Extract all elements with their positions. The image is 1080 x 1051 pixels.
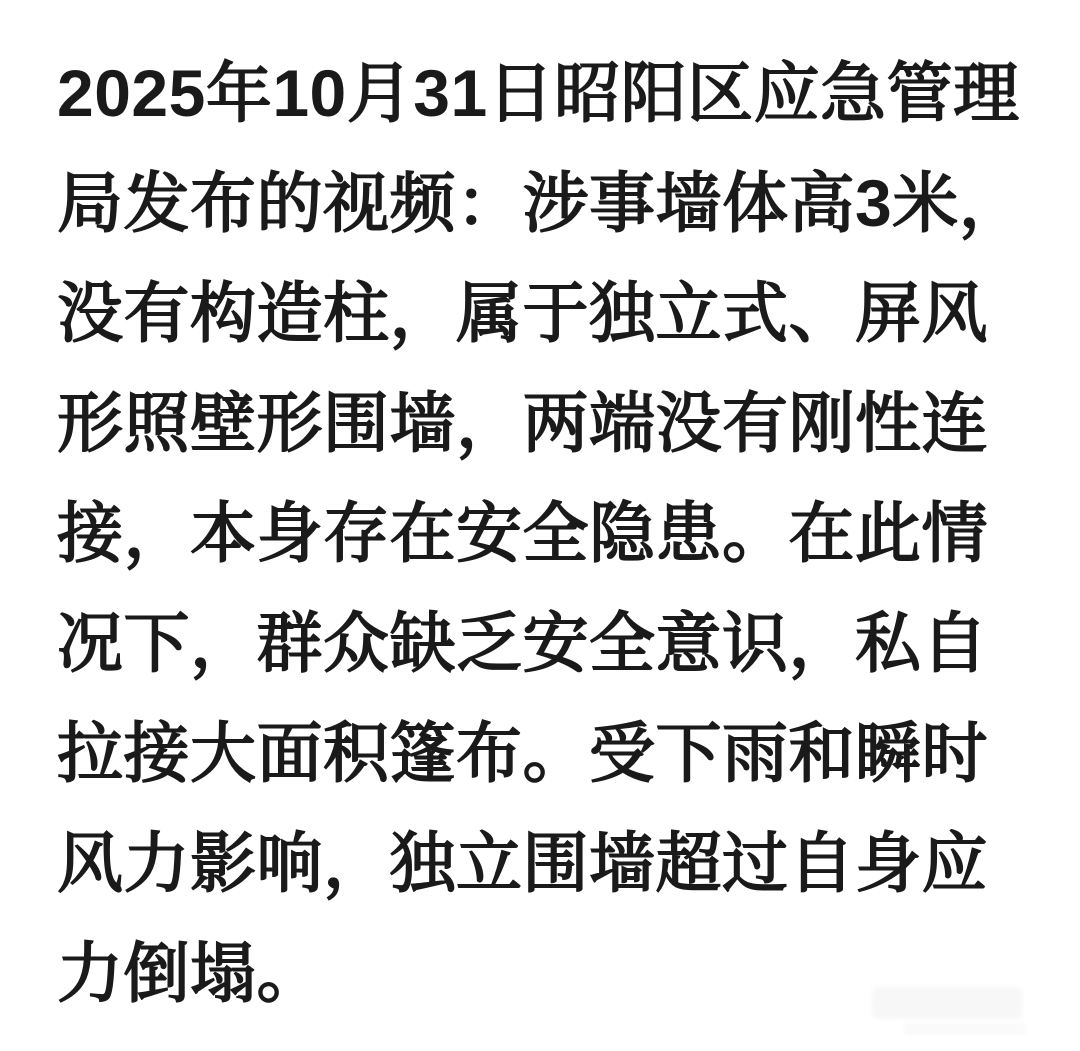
article-line: 没有构造柱，属于独立式、屏风 [57, 276, 988, 350]
article-text [57, 38, 1040, 1028]
article-line: 局发布的视频：涉事墙体高3米， [57, 166, 1026, 240]
article-line: 况下，群众缺乏安全意识，私自 [57, 606, 988, 680]
article-line: 拉接大面积篷布。受下雨和瞬时 [57, 716, 988, 790]
article-line: 风力影响，独立围墙超过自身应 [57, 826, 988, 900]
article-line: 形照壁形围墙，两端没有刚性连 [57, 386, 988, 460]
article-line: 力倒塌。 [57, 936, 323, 1010]
article-line: 接，本身存在安全隐患。在此情 [57, 496, 988, 570]
article-line: 2025年10月31日昭阳区应急管理 [57, 56, 1020, 130]
